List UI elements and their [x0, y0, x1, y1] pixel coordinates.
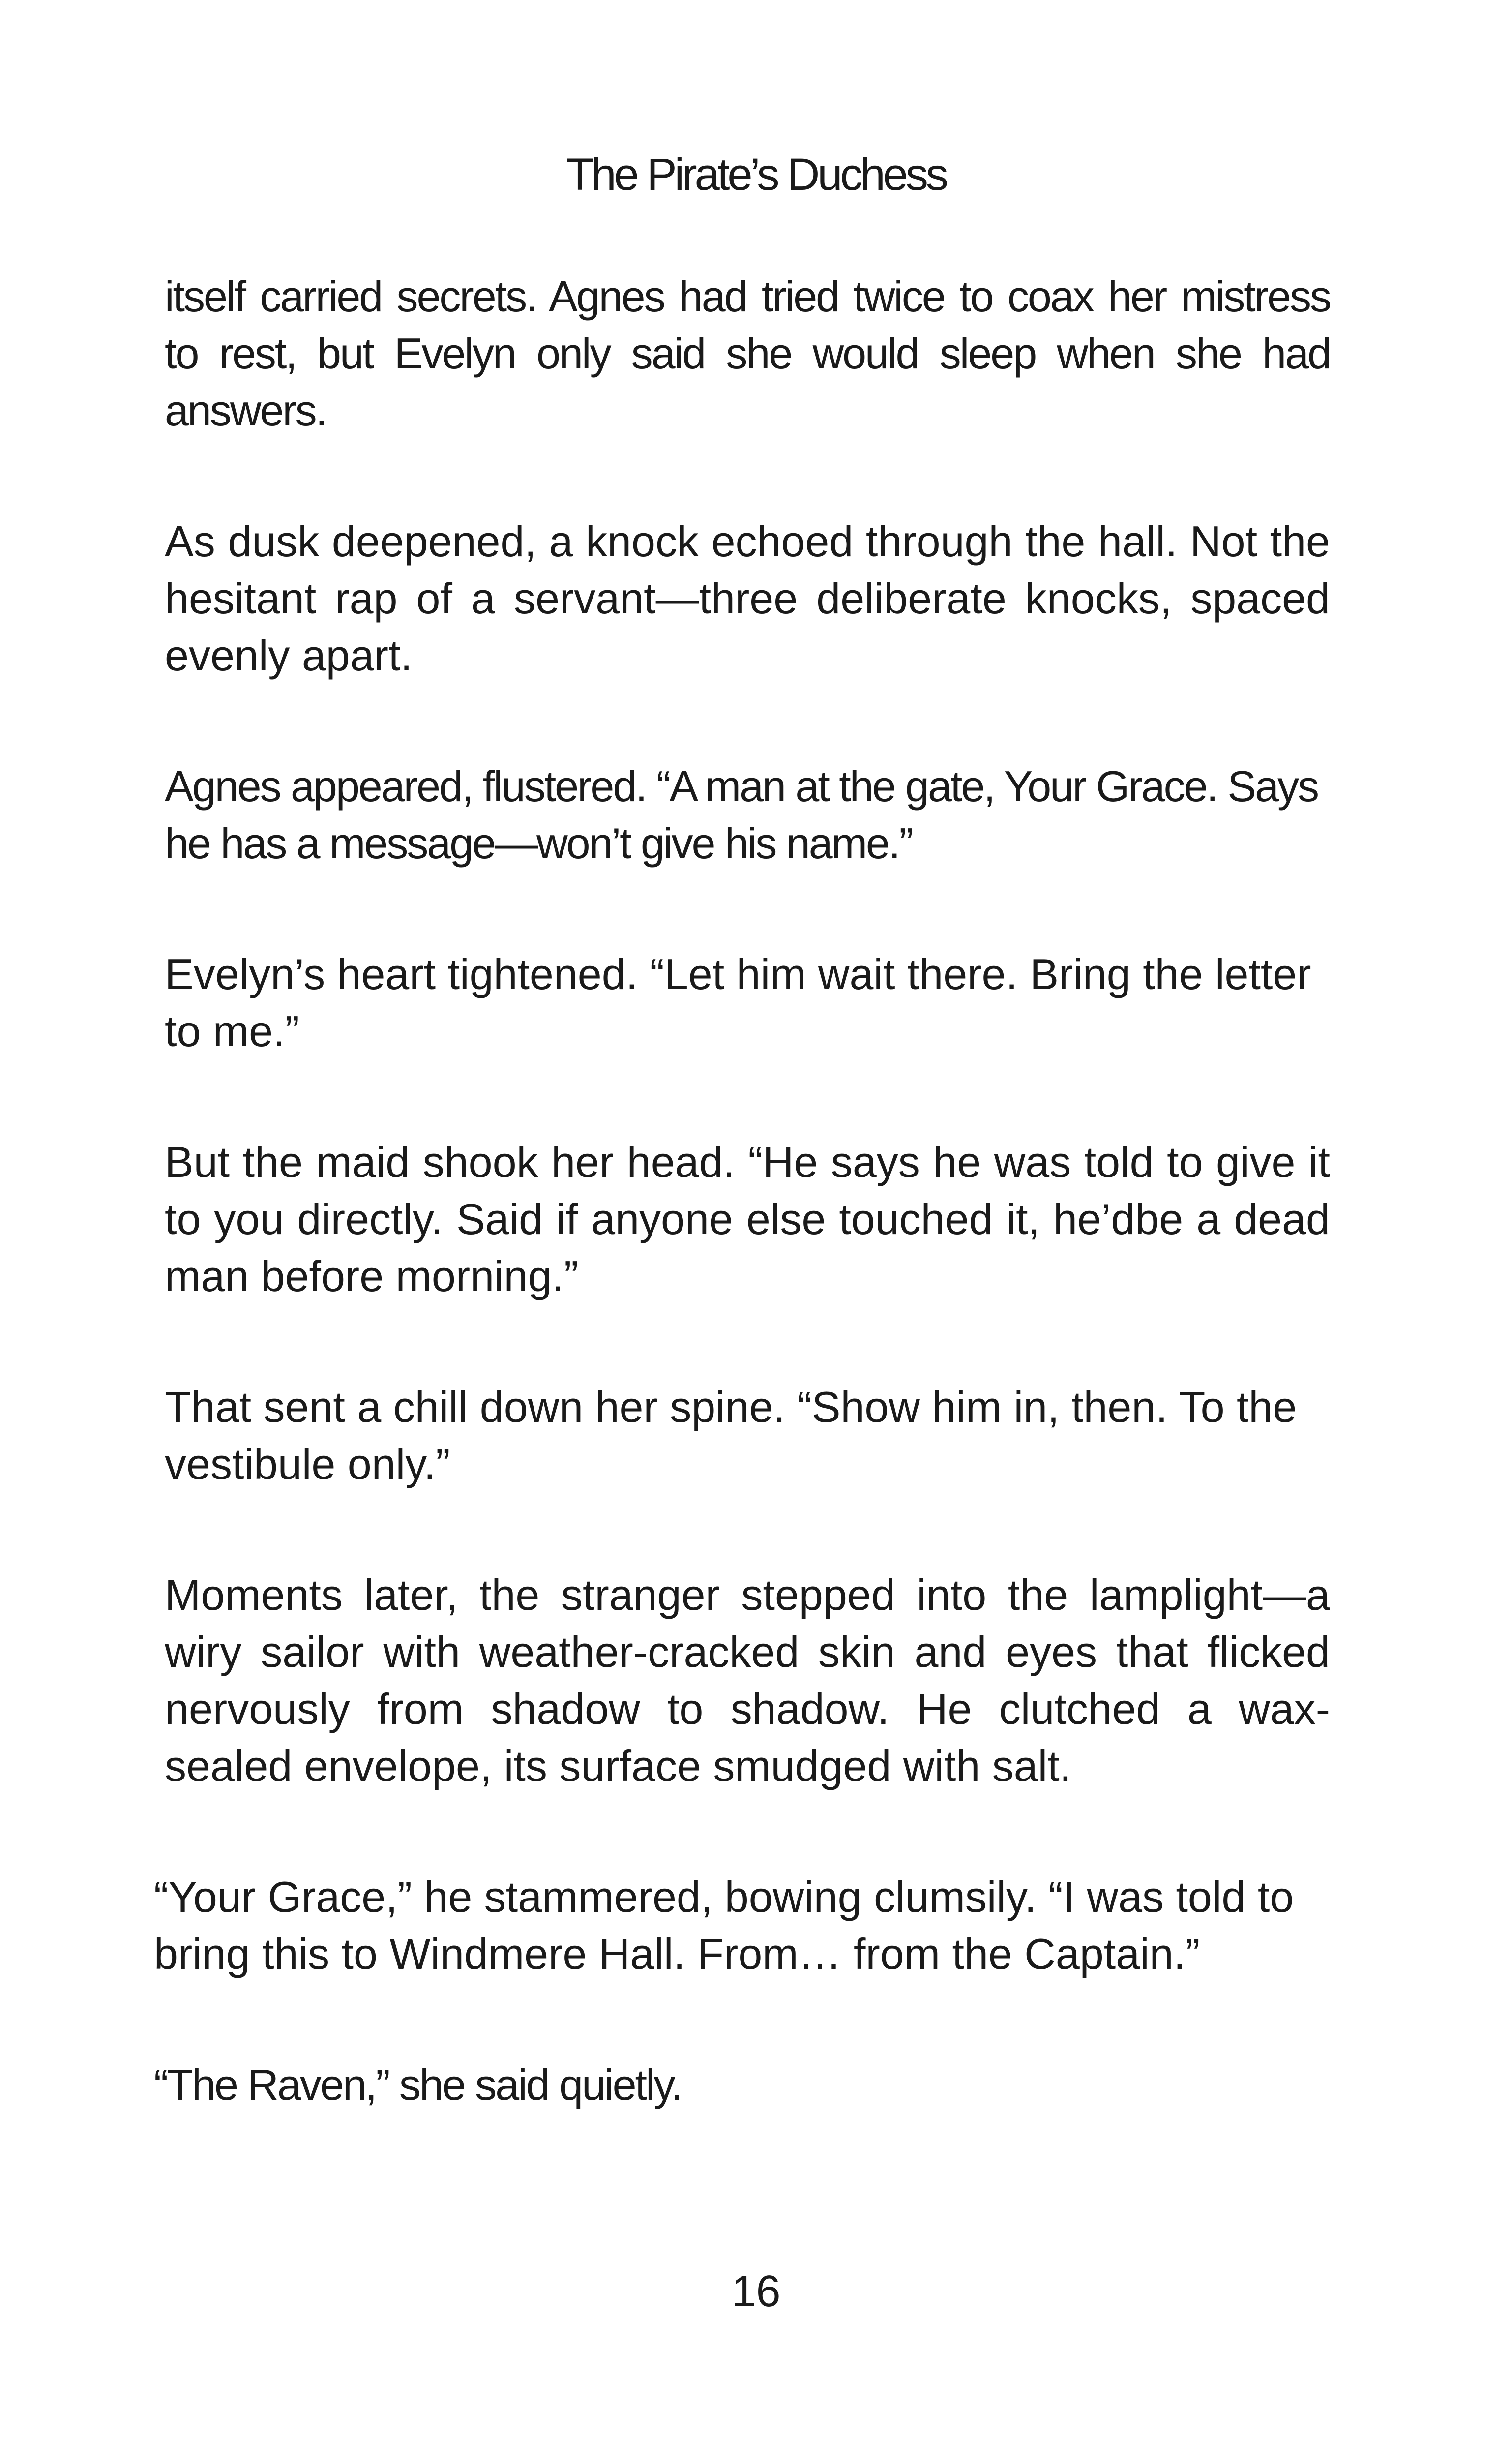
paragraph-7: Moments later, the stranger stepped into the lamplight—a wiry sailor with weather-cracked skin and eyes that flicked nervously from shadow to shadow. He clutched a wax-sealed envelope, its surface smudged with salt. [165, 1570, 1330, 1790]
page-number: 16 [731, 2267, 781, 2316]
paragraph-1: itself carried secrets. Agnes had tried twice to coax her mistress to rest, but Evelyn only said she would sleep when she had answers. [165, 272, 1330, 435]
paragraph-2: As dusk deepened, a knock echoed through the hall. Not the hesitant rap of a servant—three deliberate knocks, spaced evenly apart. [165, 517, 1330, 680]
paragraph-8: “Your Grace,” he stammered, bowing clumsily. “I was told to bring this to Windmere Hall. From… from the Captain.” [154, 1872, 1294, 1978]
paragraph-4: Evelyn’s heart tightened. “Let him wait there. Bring the letter to me.” [165, 950, 1311, 1056]
paragraph-6: That sent a chill down her spine. “Show him in, then. To the vestibule only.” [165, 1383, 1297, 1488]
body-text [154, 268, 1330, 2187]
paragraph-9: “The Raven,” she said quietly. [154, 2060, 682, 2109]
running-header-title: The Pirate’s Duchess [566, 150, 946, 200]
paragraph-3: Agnes appeared, flustered. “A man at the gate, Your Grace. Says he has a message—won’t give his name.” [165, 762, 1318, 868]
paragraph-5: But the maid shook her head. “He says he was told to give it to you directly. Said if anyone else touched it, he’dbe a dead man before morning.” [165, 1138, 1330, 1300]
